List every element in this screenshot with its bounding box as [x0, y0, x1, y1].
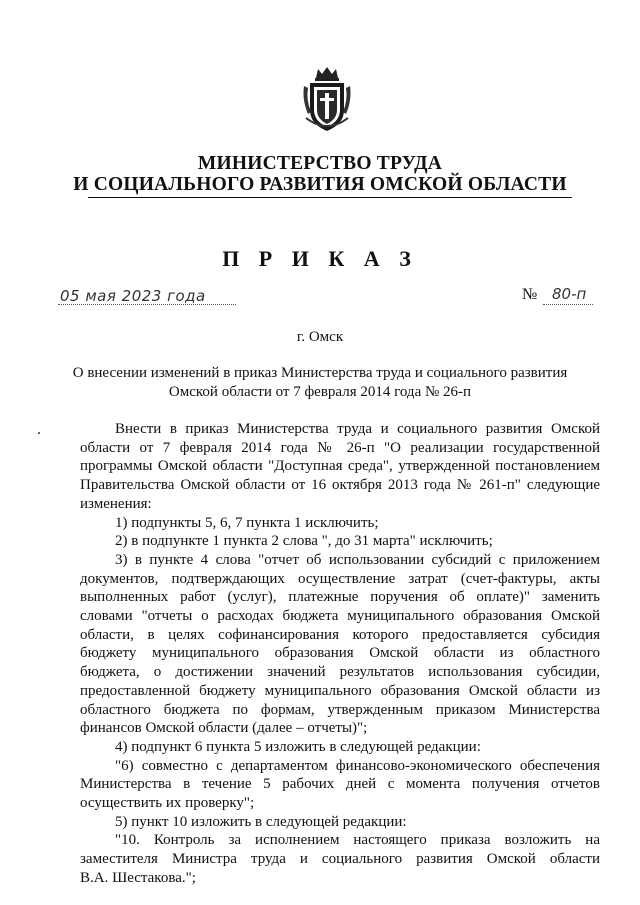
- body-line: выполненных работ (услуг), платежные поручения об оплате)" заменить: [80, 589, 600, 606]
- order-title: П Р И К А З: [222, 246, 418, 271]
- body-line: В.А. Шестакова.";: [80, 869, 196, 886]
- body-line: документов, подтверждающих осуществление затрат (счет-фактуры, акты: [80, 570, 600, 587]
- body-line: бюджету муниципального образования Омской области из областного: [80, 645, 600, 662]
- number-underline: [543, 304, 593, 305]
- body-line: "10. Контроль за исполнением настоящего приказа возложить на: [115, 832, 600, 849]
- order-number: 80-п: [552, 285, 587, 303]
- body-line: предоставленной бюджету муниципального образования Омской области из: [80, 682, 600, 699]
- omsk-coat-of-arms-icon: [302, 66, 352, 134]
- subject-line: О внесении изменений в приказ Министерства труда и социального развития: [72, 365, 568, 381]
- body-line: осуществить их проверку";: [80, 795, 255, 812]
- body-line: 1) подпункты 5, 6, 7 пункта 1 исключить;: [115, 514, 379, 531]
- body-line: Внести в приказ Министерства труда и социального развития Омской: [115, 421, 600, 437]
- body-line: программы Омской области "Доступная среда", утвержденной постановлением: [80, 458, 600, 475]
- city: г. Омск: [296, 329, 344, 345]
- ministry-title-line2: И СОЦИАЛЬНОГО РАЗВИТИЯ ОМСКОЙ ОБЛАСТИ: [73, 174, 567, 195]
- scan-speck: [38, 432, 40, 434]
- body-line: заместителя Министра труда и социального развития Омской области: [80, 851, 600, 868]
- body-line: Министерства в течение 5 рабочих дней с момента получения отчетов: [80, 776, 600, 793]
- body-line: словами "отчеты о расходах бюджета муниципального образования Омской: [80, 608, 600, 625]
- body-line: 5) пункт 10 изложить в следующей редакции:: [115, 813, 407, 830]
- order-date: 05 мая 2023 года: [60, 287, 206, 305]
- date-underline: [58, 304, 236, 305]
- body-line: 2) в подпункте 1 пункта 2 слова ", до 31 марта" исключить;: [115, 533, 493, 550]
- body-line: 4) подпункт 6 пункта 5 изложить в следующей редакции:: [115, 738, 481, 755]
- body-line: изменения:: [80, 495, 152, 512]
- ministry-title-line1: МИНИСТЕРСТВО ТРУДА: [197, 153, 443, 174]
- body-line: бюджета, о достижении значений результатов использования субсидии,: [80, 664, 600, 681]
- body-line: областного бюджета по формам, утвержденным приказом Министерства: [80, 701, 600, 718]
- body-line: 3) в пункте 4 слова "отчет об использовании субсидий с приложением: [115, 551, 600, 568]
- body-line: области, в целях софинансирования которого предоставляется субсидия: [80, 626, 600, 643]
- number-sign: №: [522, 286, 538, 303]
- body-line: финансов Омской области (далее – отчеты)";: [80, 720, 368, 737]
- body-line: "6) совместно с департаментом финансово-экономического обеспечения: [115, 757, 600, 774]
- header-underline: [88, 197, 572, 198]
- subject-line: Омской области от 7 февраля 2014 года № 26-п: [168, 384, 472, 400]
- order-body: [80, 420, 600, 888]
- body-line: Правительства Омской области от 16 октября 2013 года № 261-п" следующие: [80, 477, 600, 494]
- body-line: области от 7 февраля 2014 года № 26-п "О реализации государственной: [80, 439, 600, 456]
